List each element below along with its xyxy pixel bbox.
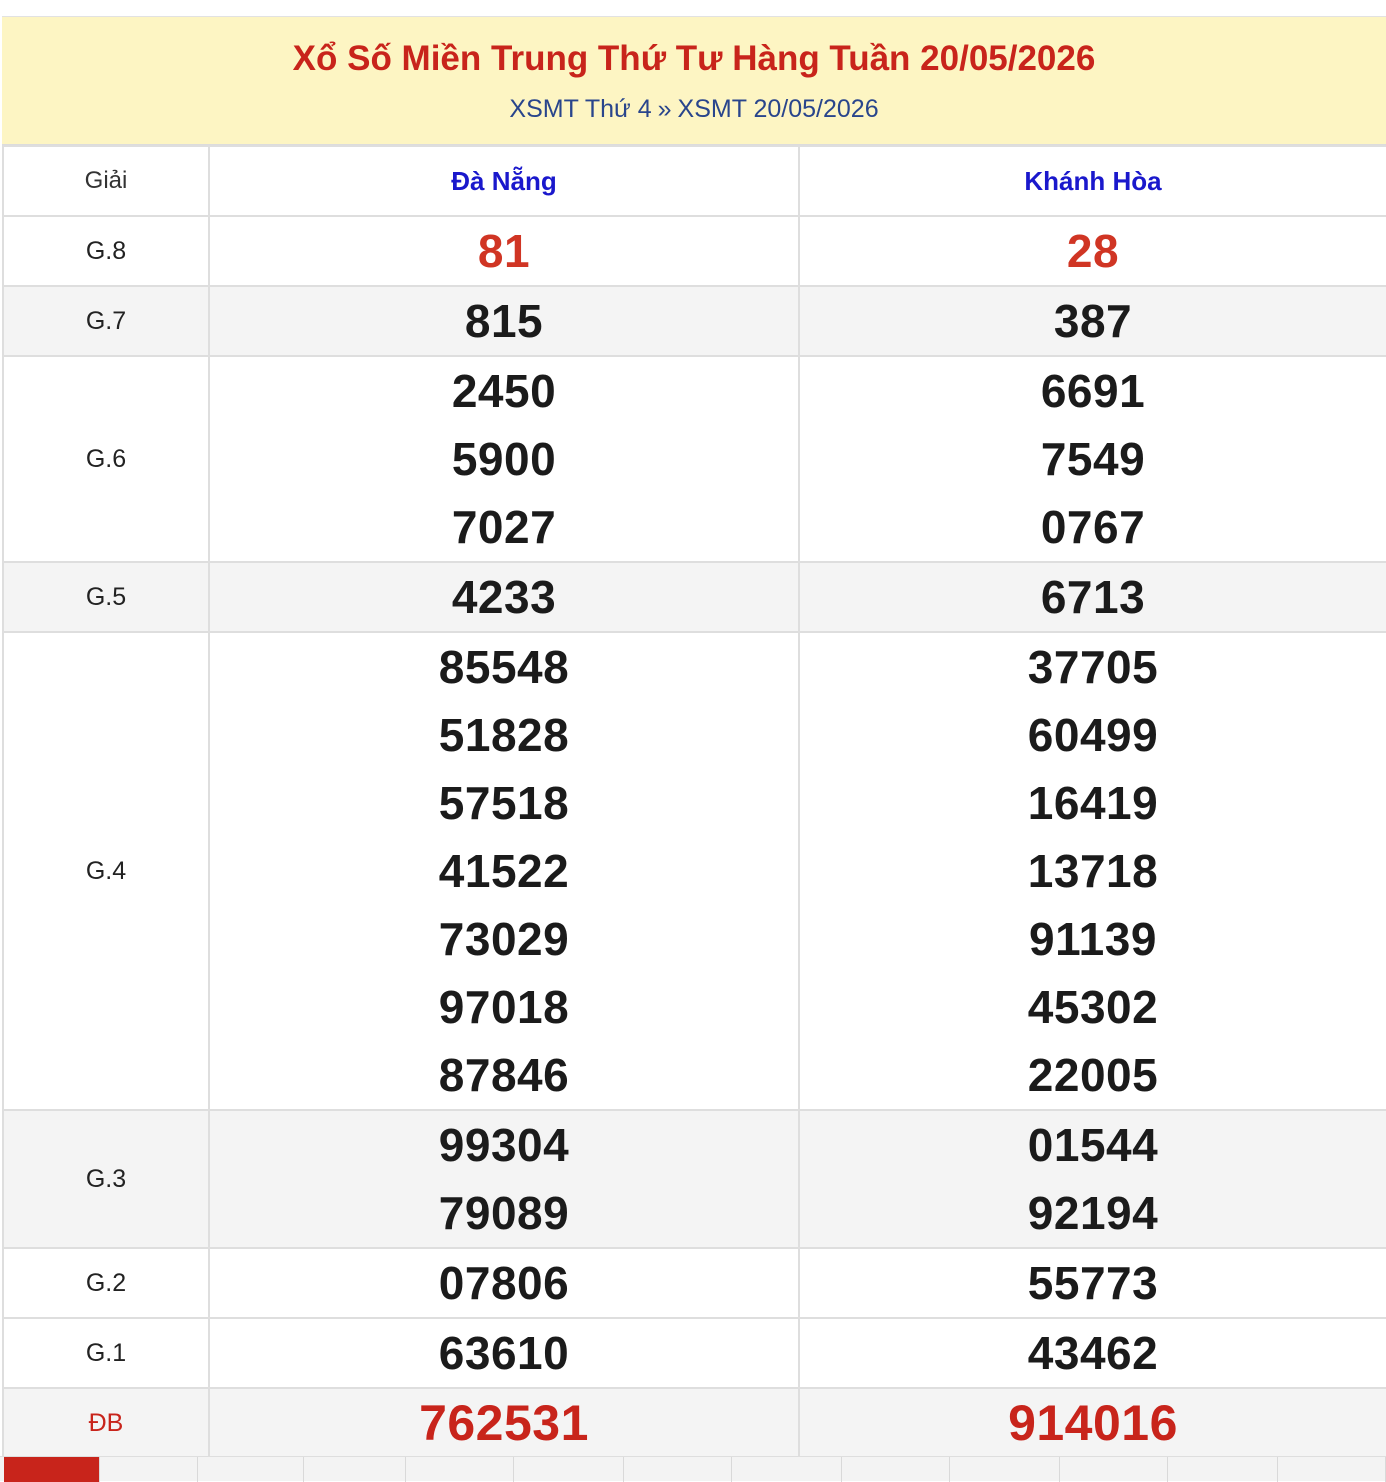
- table-row-g8: [3, 216, 1386, 286]
- province-name[interactable]: Khánh Hòa: [1024, 165, 1162, 196]
- result-number: 815: [464, 295, 544, 347]
- prize-label-cell: [3, 1248, 209, 1318]
- tab[interactable]: [514, 1457, 624, 1482]
- result-cell-da-nang: [209, 286, 799, 356]
- prize-column-label: Giải: [84, 167, 128, 194]
- prize-label: G.2: [85, 1268, 127, 1297]
- tab[interactable]: [100, 1457, 198, 1482]
- result-number: 45302: [1027, 981, 1159, 1033]
- page-title: Xổ Số Miền Trung Thứ Tư Hàng Tuần 20/05/2026: [292, 39, 1096, 78]
- result-cell-khanh-hoa: [799, 286, 1386, 356]
- prize-label-cell: [3, 562, 209, 632]
- result-number: 81: [477, 225, 531, 277]
- result-cell-khanh-hoa: [799, 1110, 1386, 1248]
- result-number: 73029: [438, 913, 570, 965]
- tab[interactable]: [624, 1457, 732, 1482]
- tab[interactable]: [198, 1457, 304, 1482]
- table-row-g7: [3, 286, 1386, 356]
- result-number: 5900: [451, 433, 557, 485]
- special-prize-number: 762531: [419, 1395, 589, 1451]
- result-cell-da-nang: [209, 216, 799, 286]
- province-header-da-nang[interactable]: [209, 146, 799, 216]
- result-number: 91139: [1029, 913, 1157, 965]
- prize-label-cell: [3, 286, 209, 356]
- breadcrumb-separator: »: [657, 95, 672, 123]
- result-number: 4233: [451, 571, 557, 623]
- prize-label-cell: [3, 632, 209, 1110]
- result-number: 6691: [1040, 365, 1146, 417]
- province-header-khanh-hoa[interactable]: [799, 146, 1386, 216]
- result-number: 85548: [438, 641, 570, 693]
- result-cell-khanh-hoa: [799, 1388, 1386, 1458]
- special-prize-number: 914016: [1008, 1395, 1178, 1451]
- result-number: 6713: [1040, 571, 1146, 623]
- prize-label: G.4: [85, 856, 127, 885]
- prize-label: G.3: [85, 1164, 127, 1193]
- breadcrumb: [2, 95, 1386, 124]
- result-number: 79089: [438, 1187, 570, 1239]
- result-number: 07806: [438, 1257, 570, 1309]
- prize-label-cell: [3, 1318, 209, 1388]
- breadcrumb-link-xsmt-thu-4[interactable]: XSMT Thứ 4: [509, 95, 652, 123]
- result-number: 51828: [438, 709, 570, 761]
- prize-label-cell: [3, 216, 209, 286]
- result-cell-khanh-hoa: [799, 216, 1386, 286]
- tab[interactable]: [950, 1457, 1060, 1482]
- tab[interactable]: [732, 1457, 842, 1482]
- tab[interactable]: [1168, 1457, 1278, 1482]
- result-number: 13718: [1027, 845, 1159, 897]
- table-row-special: [3, 1388, 1386, 1458]
- result-number: 87846: [438, 1049, 570, 1101]
- result-cell-khanh-hoa: [799, 1318, 1386, 1388]
- table-row-g4: [3, 632, 1386, 1110]
- result-number: 37705: [1027, 641, 1159, 693]
- result-number: 41522: [438, 845, 570, 897]
- prize-label-cell: [3, 356, 209, 562]
- results-table: [2, 145, 1386, 1459]
- table-row-g3: [3, 1110, 1386, 1248]
- result-number: 99304: [438, 1119, 570, 1171]
- result-number: 01544: [1027, 1119, 1159, 1171]
- result-number: 55773: [1027, 1257, 1159, 1309]
- prize-label-cell: [3, 1110, 209, 1248]
- result-number: 7027: [451, 501, 557, 553]
- table-row-g2: [3, 1248, 1386, 1318]
- result-number: 7549: [1040, 433, 1146, 485]
- prize-label: G.8: [85, 236, 127, 265]
- result-number: 57518: [438, 777, 570, 829]
- result-cell-khanh-hoa: [799, 632, 1386, 1110]
- bottom-tab-bar: [0, 1456, 1386, 1481]
- result-number: 97018: [438, 981, 570, 1033]
- result-number: 28: [1066, 225, 1120, 277]
- prize-label: G.1: [85, 1338, 127, 1367]
- result-cell-da-nang: [209, 1110, 799, 1248]
- result-cell-da-nang: [209, 562, 799, 632]
- result-number: 2450: [451, 365, 557, 417]
- result-number: 22005: [1027, 1049, 1159, 1101]
- prize-label-cell: [3, 1388, 209, 1458]
- result-cell-da-nang: [209, 356, 799, 562]
- special-prize-label: ĐB: [88, 1408, 124, 1437]
- result-number: 387: [1053, 295, 1133, 347]
- result-number: 43462: [1027, 1327, 1159, 1379]
- prize-label: G.6: [85, 444, 127, 473]
- table-row-g5: [3, 562, 1386, 632]
- tab[interactable]: [1278, 1457, 1386, 1482]
- result-number: 60499: [1027, 709, 1159, 761]
- province-name[interactable]: Đà Nẵng: [451, 165, 557, 196]
- result-cell-khanh-hoa: [799, 356, 1386, 562]
- prize-label: G.5: [85, 582, 127, 611]
- result-number: 16419: [1027, 777, 1159, 829]
- prize-column-header: [3, 146, 209, 216]
- top-spacer: [0, 0, 1386, 16]
- result-cell-da-nang: [209, 1318, 799, 1388]
- result-number: 63610: [438, 1327, 570, 1379]
- table-row-g1: [3, 1318, 1386, 1388]
- result-cell-khanh-hoa: [799, 1248, 1386, 1318]
- tab-active[interactable]: [4, 1457, 100, 1482]
- table-header-row: [3, 146, 1386, 216]
- result-cell-da-nang: [209, 1248, 799, 1318]
- result-number: 0767: [1040, 501, 1146, 553]
- tab[interactable]: [1060, 1457, 1168, 1482]
- result-cell-da-nang: [209, 1388, 799, 1458]
- result-cell-khanh-hoa: [799, 562, 1386, 632]
- result-cell-da-nang: [209, 632, 799, 1110]
- tab[interactable]: [406, 1457, 514, 1482]
- breadcrumb-link-xsmt-date[interactable]: XSMT 20/05/2026: [677, 95, 879, 123]
- tab[interactable]: [842, 1457, 950, 1482]
- result-number: 92194: [1027, 1187, 1159, 1239]
- tab[interactable]: [304, 1457, 406, 1482]
- prize-label: G.7: [85, 306, 127, 335]
- table-row-g6: [3, 356, 1386, 562]
- results-header: [2, 16, 1386, 145]
